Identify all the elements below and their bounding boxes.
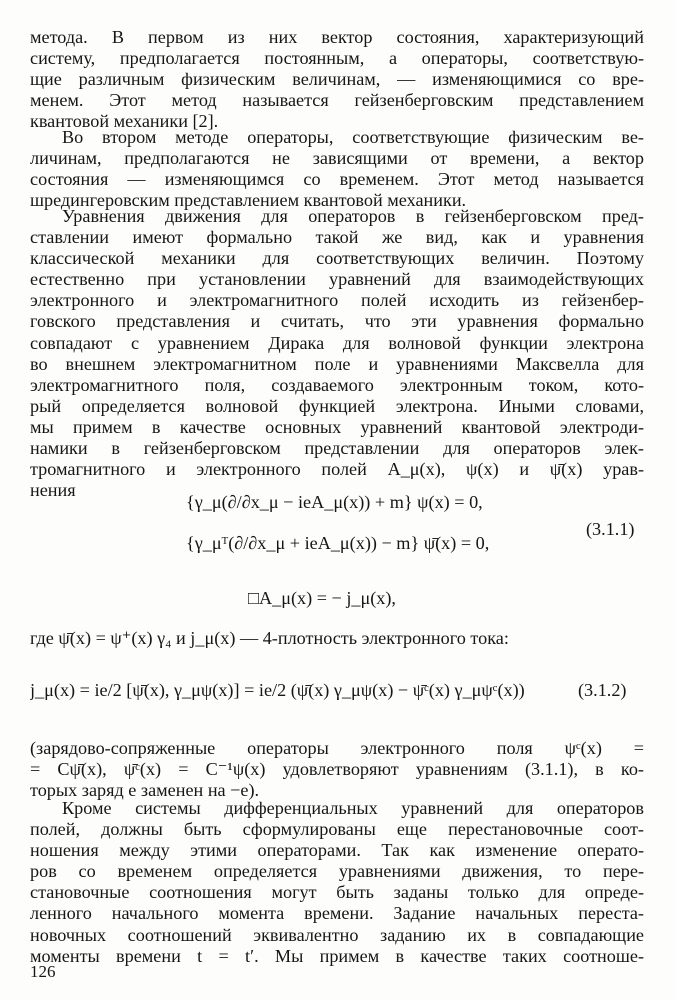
text-line: классической механики для соответствующих величин. Поэтому — [30, 248, 644, 269]
equation-number: (3.1.1) — [586, 519, 635, 539]
text-line: ленного начального момента времени. Задание начальных переста- — [30, 903, 644, 924]
text-line: = Cψ̄(x), ψ̄ᶜ(x) = C⁻¹ψ(x) удовлетворяют уравнениям (3.1.1), в ко- — [30, 759, 644, 780]
text-line: становочные соотношения могут быть заданы только для опреде- — [30, 882, 644, 903]
text-line: Во втором методе операторы, соответствующие физическим ве- — [62, 127, 644, 147]
text-line: намики в гейзенберговском представлении для операторов элек- — [30, 438, 644, 459]
equation-dirac-conjugate: {γ_μᵀ(∂/∂x_μ + ieA_μ(x)) − m} ψ̄(x) = 0, — [186, 533, 490, 553]
equation-dirac: {γ_μ(∂/∂x_μ − ieA_μ(x)) + m} ψ(x) = 0, — [186, 492, 483, 512]
text-line: шредингеровским представлением квантовой механики. — [30, 190, 467, 211]
equation-current: j_μ(x) = ie/2 [ψ̄(x), γ_μψ(x)] = ie/2 (ψ̄(x) γ_μψ(x) − ψ̄ᶜ(x) γ_μψᶜ(x)) — [30, 680, 525, 700]
equation-number: (3.1.2) — [578, 680, 627, 700]
text-line: торых заряд e заменен на −e). — [30, 780, 260, 801]
text-line: электромагнитного поля, создаваемого электронным током, кото- — [30, 374, 644, 395]
text-line: нения — [30, 480, 76, 501]
text-line: рый определяется волновой функцией электрона. Иными словами, — [30, 395, 644, 416]
text-line: ставлении имеют формально такой же вид, как и уравнения — [30, 227, 644, 248]
text-line: тромагнитного и электронного полей A_μ(x), ψ(x) и ψ̄(x) урав- — [30, 459, 644, 480]
page-number: 126 — [30, 962, 56, 981]
paragraph-4 — [30, 738, 644, 801]
text-line: говского представления и считать, что эти уравнения формально — [30, 311, 644, 332]
text-line: естественно при установлении уравнений для взаимодействующих — [30, 269, 644, 290]
text-line: систему, предполагается постоянным, а операторы, соответствую- — [30, 48, 644, 69]
paragraph-2 — [30, 127, 644, 211]
text-line: квантовой механики [2]. — [30, 111, 219, 132]
text-line: полей, должны быть сформулированы еще перестановочные соот- — [30, 819, 644, 840]
text-line: щие различным физическим величинам, — изменяющимися со вре- — [30, 69, 644, 90]
equation-maxwell: □A_μ(x) = − j_μ(x), — [248, 588, 396, 608]
text-line: метода. В первом из них вектор состояния, характеризующий — [30, 27, 644, 47]
text-line: ров со временем определяется уравнениями движения, то пере- — [30, 861, 644, 882]
text-line: во внешнем электромагнитном поле и уравнениями Максвелла для — [30, 353, 644, 374]
text-line: менем. Этот метод называется гейзенберговским представлением — [30, 90, 644, 111]
text-line: Уравнения движения для операторов в гейзенберговском пред- — [62, 206, 644, 226]
paragraph-5 — [30, 798, 644, 967]
text-line: личинам, предполагаются не зависящими от времени, а вектор — [30, 148, 644, 169]
text-line: новочных соотношений эквивалентно заданию их в совпадающие — [30, 924, 644, 945]
text-line: ношения между этими операторами. Так как изменение операто- — [30, 840, 644, 861]
definition-line: где ψ̄(x) = ψ⁺(x) γ₄ и j_μ(x) — 4-плотность электронного тока: — [30, 628, 509, 648]
text-line: (зарядово-сопряженные операторы электронного поля ψᶜ(x) = — [30, 738, 644, 758]
text-line: совпадают с уравнением Дирака для волновой функции электрона — [30, 332, 644, 353]
text-line: электронного и электромагнитного полей исходить из гейзенбер- — [30, 290, 644, 311]
paragraph-1 — [30, 27, 644, 132]
text-line: мы примем в качестве основных уравнений квантовой электроди- — [30, 416, 644, 437]
text-line: Кроме системы дифференциальных уравнений для операторов — [62, 798, 644, 818]
paragraph-3 — [30, 206, 644, 501]
text-line: состояния — изменяющимся со временем. Этот метод называется — [30, 169, 644, 190]
text-line: моменты времени t = t′. Мы примем в качестве таких соотноше- — [30, 945, 644, 966]
